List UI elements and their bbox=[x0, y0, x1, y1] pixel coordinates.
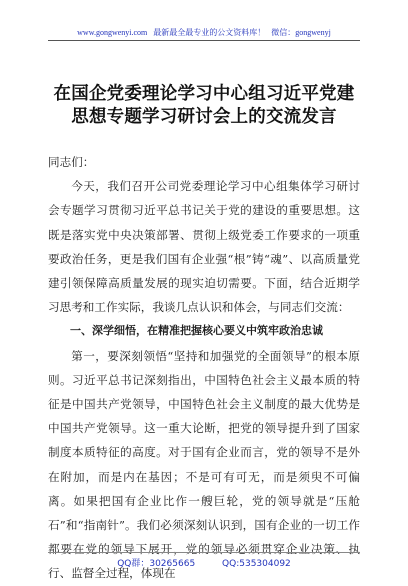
paragraph: 今天，我们召开公司党委理论学习中心组集体学习研讨会专题学习贯彻习近平总书记关于党的建设的重要思想。这既是落实党中央决策部署、贯彻上级党委工作要求的一项重要政治任务，更是我们国有企业强“根”铸“魂”、以高质量党建引领保障高质量发展的现实迫切需要。下面，结合近期学习思考和工作实际，我谈几点认识和体会，与同志们交流： bbox=[48, 179, 360, 315]
header-site-link[interactable]: www.gongwenyi.com bbox=[77, 28, 148, 37]
salutation: 同志们： bbox=[48, 155, 95, 169]
document-body bbox=[48, 150, 360, 586]
header-divider bbox=[48, 40, 360, 41]
document-title: 在国企党委理论学习中心组习近平党建思想专题学习研讨会上的交流发言 bbox=[53, 84, 355, 127]
paragraph: 第一，要深刻领悟“坚持和加强党的全面领导”的根本原则。习近平总书记深刻指出，中国特色社会主义最本质的特征是中国共产党领导，中国特色社会主义制度的最大优势是中国共产党领导。这一重大论断，把党的领导提升到了国家制度本质特征的高度。对于国有企业而言，党的领导不是外在附加，而是内在基因；不是可有可无，而是须臾不可偏离。如果把国有企业比作一艘巨轮，党的领导就是“压舱石”和“指南针”。我们必须深刻认识到，国有企业的一切工作都要在党的领导下展开，党的领导必须贯穿企业决策、执行、监督全过程，体现在 bbox=[48, 348, 360, 581]
header-tagline: 最新最全最专业的公文资料库！ bbox=[153, 28, 266, 37]
footer-qq-group: QQ群：30265665 bbox=[117, 559, 196, 569]
header-wechat: 微信：gongwenyj bbox=[271, 28, 331, 37]
page-footer bbox=[0, 556, 408, 569]
page-header bbox=[0, 27, 408, 38]
footer-qq: QQ:535304092 bbox=[222, 559, 291, 569]
footer-divider bbox=[48, 552, 360, 553]
section-heading: 一、深学细悟，在精准把握核心要义中筑牢政治忠诚 bbox=[70, 324, 323, 338]
